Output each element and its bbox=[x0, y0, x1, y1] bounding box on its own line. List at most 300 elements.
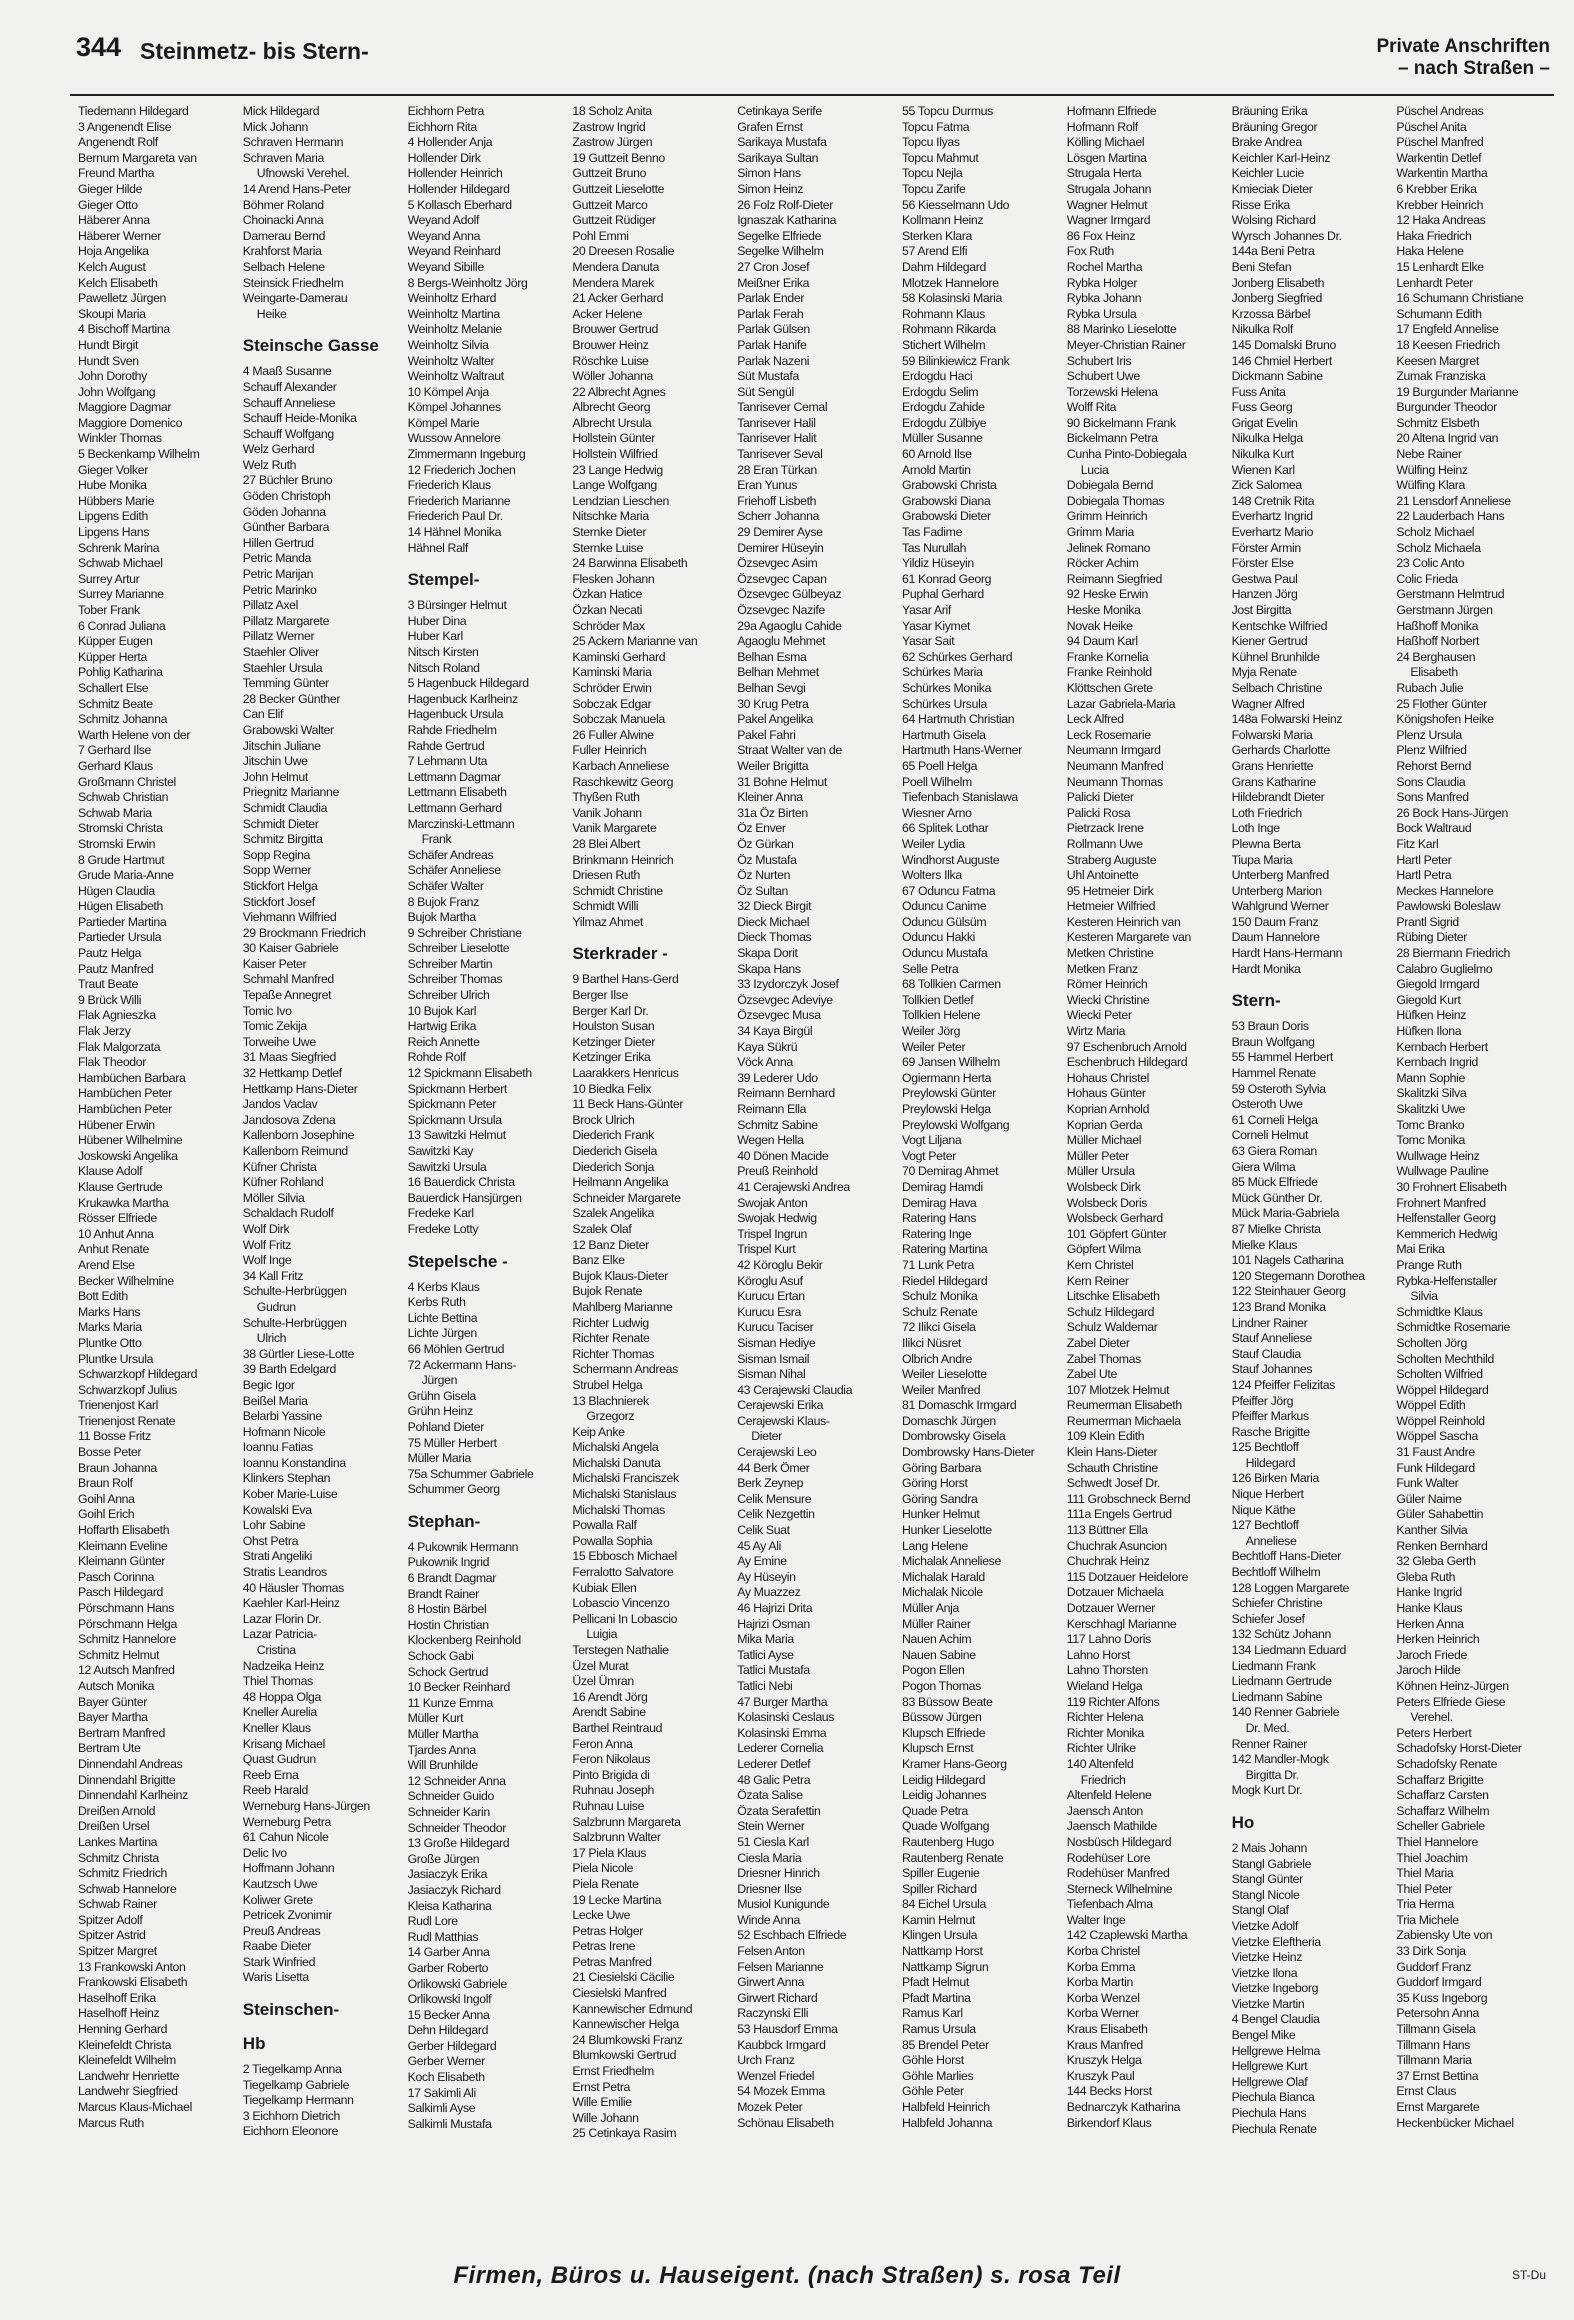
directory-entry: Bräuning Erika bbox=[1231, 104, 1308, 118]
directory-entry: Bayer Martha bbox=[78, 1710, 148, 1725]
directory-entry: 11 Beck Hans-Günter bbox=[572, 1097, 684, 1112]
directory-entry: 62 Schürkes Gerhard bbox=[902, 649, 1013, 664]
directory-entry: Förster Armin bbox=[1231, 540, 1301, 555]
directory-entry: Stichert Wilhelm bbox=[902, 337, 986, 352]
directory-entry: Schraven Maria bbox=[242, 150, 325, 165]
directory-entry: 69 Jansen Wilhelm bbox=[902, 1055, 1000, 1070]
directory-entry: Tomic Zekija bbox=[242, 1019, 307, 1034]
directory-entry: Mozek Peter bbox=[737, 2100, 803, 2114]
directory-entry: Luigia bbox=[586, 1627, 618, 1642]
directory-entry: Lahno Horst bbox=[1066, 1647, 1130, 1662]
directory-entry: 61 Cahun Nicole bbox=[242, 1830, 329, 1845]
directory-entry: Schwab Christian bbox=[78, 790, 169, 805]
directory-entry: Schmitz Helmut bbox=[78, 1647, 160, 1662]
directory-entry: Zimmermann Ingeburg bbox=[407, 447, 526, 462]
directory-entry: Kentschke Wilfried bbox=[1231, 618, 1328, 633]
directory-entry: Pakel Fahri bbox=[737, 727, 796, 742]
directory-entry: Tillmann Hans bbox=[1396, 2037, 1470, 2052]
directory-entry: 10 Anhut Anna bbox=[78, 1226, 154, 1241]
directory-entry: Orlikowski Ingolf bbox=[407, 1992, 492, 2007]
directory-entry: Lobascio Vincenzo bbox=[572, 1596, 670, 1611]
directory-entry: Vietzke Martin bbox=[1231, 1996, 1305, 2011]
directory-entry: Kubiak Ellen bbox=[572, 1580, 637, 1595]
directory-entry: Pillatz Margarete bbox=[242, 613, 330, 628]
directory-entry: Salkimli Ayse bbox=[407, 2101, 476, 2116]
directory-entry: Scholten Jörg bbox=[1396, 1335, 1468, 1350]
directory-entry: Bickelmann Petra bbox=[1066, 431, 1158, 446]
directory-entry: 140 Altenfeld bbox=[1066, 1756, 1134, 1771]
directory-entry: Schaldach Rudolf bbox=[242, 1206, 334, 1221]
directory-entry: Hambüchen Peter bbox=[78, 1102, 172, 1116]
directory-entry: Belarbi Yassine bbox=[242, 1409, 322, 1424]
directory-entry: Lösgen Martina bbox=[1066, 150, 1147, 165]
directory-entry: Hambüchen Barbara bbox=[78, 1070, 186, 1085]
directory-entry: 40 Dönen Macide bbox=[737, 1148, 829, 1163]
directory-entry: Welz Ruth bbox=[242, 457, 297, 472]
directory-entry: Richter Renate bbox=[572, 1331, 650, 1346]
directory-entry: Selbach Christine bbox=[1231, 680, 1323, 695]
directory-entry: Simon Hans bbox=[737, 166, 801, 181]
directory-entry: Landwehr Henriette bbox=[78, 2068, 180, 2083]
directory-entry: Schneider Margarete bbox=[572, 1190, 681, 1205]
directory-entry: Weingarte-Damerau bbox=[242, 291, 348, 306]
directory-entry: Guttzeit Lieselotte bbox=[572, 181, 665, 196]
section-title-line2: – nach Straßen – bbox=[1397, 58, 1550, 79]
directory-entry: Mogk Kurt Dr. bbox=[1231, 1783, 1303, 1798]
directory-entry: Lederer Cornelia bbox=[737, 1741, 824, 1756]
directory-entry: Oduncu Gülsüm bbox=[902, 914, 987, 929]
directory-entry: Chuchrak Asuncion bbox=[1066, 1538, 1167, 1553]
directory-entry: Grzegorz bbox=[586, 1409, 635, 1424]
directory-entry: Erdogdu Haci bbox=[902, 369, 973, 384]
directory-entry: Vanik Margarete bbox=[572, 821, 657, 836]
directory-entry: Scherr Johanna bbox=[737, 509, 820, 524]
directory-entry: Göden Christoph bbox=[242, 489, 331, 504]
directory-entry: Flesken Johann bbox=[572, 571, 655, 586]
directory-entry: Hardt Hans-Hermann bbox=[1231, 946, 1343, 961]
directory-entry: Scholz Michaela bbox=[1396, 540, 1481, 555]
directory-entry: Scholz Michael bbox=[1396, 525, 1475, 540]
directory-entry: 33 Dirk Sonja bbox=[1396, 1944, 1466, 1959]
directory-entry: Stangl Olaf bbox=[1231, 1903, 1289, 1918]
directory-entry: 5 Beckenkamp Wilhelm bbox=[78, 447, 200, 462]
directory-entry: Parlak Gülsen bbox=[737, 322, 810, 337]
directory-entry: Lichte Bettina bbox=[407, 1310, 478, 1325]
directory-entry: 87 Mielke Christa bbox=[1231, 1221, 1321, 1236]
directory-entry: Hajrizi Osman bbox=[737, 1616, 810, 1631]
directory-entry: Garber Roberto bbox=[407, 1960, 489, 1975]
directory-entry: Brock Ulrich bbox=[572, 1112, 635, 1127]
directory-entry: Dreißen Ursel bbox=[78, 1819, 150, 1834]
directory-entry: 22 Albrecht Agnes bbox=[572, 384, 666, 399]
directory-entry: Sterneck Wilhelmine bbox=[1066, 1881, 1173, 1896]
directory-entry: Petersohn Anna bbox=[1396, 2006, 1480, 2021]
directory-entry: 145 Domalski Bruno bbox=[1231, 337, 1337, 352]
directory-entry: Henning Gerhard bbox=[78, 2022, 168, 2037]
directory-entry: Marcus Klaus-Michael bbox=[78, 2100, 192, 2114]
directory-entry: Freund Martha bbox=[78, 166, 155, 181]
directory-entry: Schermann Andreas bbox=[572, 1362, 678, 1377]
directory-entry: Schock Gertrud bbox=[407, 1664, 489, 1679]
directory-entry: Müller Susanne bbox=[902, 431, 983, 446]
directory-entry: Hellgrewe Helma bbox=[1231, 2043, 1320, 2058]
directory-entry: Kneller Aurelia bbox=[242, 1705, 317, 1720]
directory-entry: 30 Frohnert Elisabeth bbox=[1396, 1179, 1507, 1194]
directory-entry: Raschkewitz Georg bbox=[572, 774, 674, 789]
directory-columns bbox=[78, 104, 1562, 2154]
directory-entry: Weinholtz Erhard bbox=[407, 291, 497, 306]
directory-entry: Fuss Georg bbox=[1231, 400, 1293, 415]
directory-entry: 68 Tollkien Carmen bbox=[902, 977, 1001, 992]
directory-entry: Thiel Peter bbox=[1396, 1881, 1453, 1896]
directory-entry: 48 Galic Petra bbox=[737, 1772, 811, 1787]
directory-entry: Göhle Peter bbox=[902, 2084, 964, 2099]
directory-entry: Strugala Herta bbox=[1066, 166, 1142, 181]
directory-entry: Salkimli Mustafa bbox=[407, 2116, 492, 2131]
directory-entry: Göring Horst bbox=[902, 1476, 968, 1491]
directory-entry: Köhnen Heinz-Jürgen bbox=[1396, 1678, 1509, 1693]
directory-entry: Jonberg Elisabeth bbox=[1231, 275, 1325, 290]
directory-entry: Urch Franz bbox=[737, 2053, 795, 2068]
directory-entry: Özsevgec Asim bbox=[737, 556, 818, 571]
directory-entry: Yasar Sait bbox=[902, 634, 955, 649]
directory-entry: Lipgens Edith bbox=[78, 509, 148, 524]
directory-entry: Vöck Anna bbox=[737, 1055, 793, 1070]
directory-entry: Zabiensky Ute von bbox=[1396, 1928, 1493, 1943]
directory-entry: Hofmann Elfriede bbox=[1066, 104, 1157, 118]
directory-entry: Grude Maria-Anne bbox=[78, 868, 174, 883]
section-title-line1: Private Anschriften bbox=[1376, 36, 1550, 57]
directory-entry: Lichte Jürgen bbox=[407, 1326, 477, 1341]
directory-entry: Müller Martha bbox=[407, 1727, 479, 1741]
directory-entry: 51 Ciesla Karl bbox=[737, 1834, 809, 1849]
directory-entry: Pukownik Ingrid bbox=[407, 1555, 490, 1570]
directory-entry: Dickmann Sabine bbox=[1231, 369, 1323, 384]
directory-entry: Hügen Elisabeth bbox=[78, 899, 163, 914]
directory-entry: 20 Altena Ingrid van bbox=[1396, 431, 1499, 446]
directory-entry: Lettmann Gerhard bbox=[407, 800, 502, 815]
directory-entry: Nitsch Kirsten bbox=[407, 645, 479, 659]
directory-entry: Göhle Marlies bbox=[902, 2068, 974, 2083]
directory-entry: Michalski Thomas bbox=[572, 1502, 665, 1517]
directory-entry: 43 Cerajewski Claudia bbox=[737, 1382, 853, 1397]
directory-entry: Büssow Jürgen bbox=[902, 1710, 982, 1725]
directory-entry: Koprian Gerda bbox=[1066, 1117, 1143, 1132]
directory-entry: Jürgen bbox=[421, 1373, 458, 1388]
directory-entry: Schreiber Thomas bbox=[407, 972, 503, 987]
directory-column-2 bbox=[243, 104, 401, 2154]
directory-entry: Weiler Brigitta bbox=[737, 758, 809, 773]
directory-entry: Belhan Sevgi bbox=[737, 680, 806, 695]
directory-entry: Schauff Heide-Monika bbox=[242, 411, 357, 426]
directory-entry: Keichler Karl-Heinz bbox=[1231, 150, 1331, 165]
directory-entry: 58 Kolasinski Maria bbox=[902, 291, 1002, 306]
directory-entry: Wülfing Klara bbox=[1396, 478, 1465, 493]
street-heading: Steinschen- bbox=[242, 2000, 340, 2020]
directory-entry: Wolf Dirk bbox=[242, 1221, 290, 1236]
directory-entry: Schmidt Willi bbox=[572, 899, 639, 914]
directory-entry: Barthel Reintraud bbox=[572, 1720, 663, 1735]
directory-entry: Rybka Johann bbox=[1066, 291, 1142, 306]
directory-entry: Jost Birgitta bbox=[1231, 603, 1292, 617]
directory-entry: Helfenstaller Georg bbox=[1396, 1211, 1496, 1226]
directory-entry: Koliwer Grete bbox=[242, 1892, 313, 1907]
directory-entry: Reumerman Michaela bbox=[1066, 1413, 1181, 1428]
directory-entry: Dieck Michael bbox=[737, 914, 810, 929]
directory-entry: Franke Kornelia bbox=[1066, 649, 1149, 664]
directory-entry: Albrecht Georg bbox=[572, 400, 651, 415]
directory-entry: Cunha Pinto-Dobiegala bbox=[1066, 447, 1187, 462]
directory-entry: Preylowski Wolfgang bbox=[902, 1117, 1010, 1132]
directory-entry: Trispel Kurt bbox=[737, 1242, 796, 1257]
directory-entry: Süt Sengül bbox=[737, 384, 794, 399]
directory-entry: 150 Daum Franz bbox=[1231, 914, 1319, 929]
directory-entry: Beißel Maria bbox=[242, 1393, 308, 1408]
directory-entry: Wussow Annelore bbox=[407, 431, 501, 446]
directory-entry: Kleinefeldt Christa bbox=[78, 2037, 172, 2052]
directory-entry: Vogt Peter bbox=[902, 1148, 956, 1163]
directory-entry: Hambüchen Peter bbox=[78, 1086, 172, 1101]
directory-entry: Parlak Hanife bbox=[737, 337, 807, 352]
directory-entry: Göring Sandra bbox=[902, 1491, 978, 1506]
directory-entry: Haßhoff Monika bbox=[1396, 618, 1479, 633]
directory-entry: Schwab Michael bbox=[78, 556, 163, 571]
directory-entry: Öz Enver bbox=[737, 821, 786, 836]
directory-entry: Petric Manda bbox=[242, 551, 312, 566]
directory-entry: Leidig Johannes bbox=[902, 1788, 987, 1803]
directory-entry: Flak Malgorzata bbox=[78, 1039, 161, 1054]
directory-entry: Petras Manfred bbox=[572, 1954, 652, 1969]
directory-entry: Püschel Andreas bbox=[1396, 104, 1484, 118]
directory-entry: Kaiser Peter bbox=[242, 956, 307, 971]
directory-entry: 24 Berghausen bbox=[1396, 649, 1476, 664]
directory-entry: Ay Emine bbox=[737, 1554, 787, 1569]
directory-entry: 16 Arendt Jörg bbox=[572, 1689, 648, 1704]
directory-entry: Strubel Helga bbox=[572, 1377, 643, 1392]
directory-entry: Orlikowski Gabriele bbox=[407, 1976, 507, 1991]
directory-entry: Bayer Günter bbox=[78, 1694, 147, 1709]
directory-entry: Özsevgec Musa bbox=[737, 1008, 821, 1023]
directory-entry: Oduncu Mustafa bbox=[902, 946, 988, 961]
directory-entry: Müller Kurt bbox=[407, 1711, 464, 1726]
directory-entry: Reimann Bernhard bbox=[737, 1086, 835, 1101]
directory-entry: Rubach Julie bbox=[1396, 680, 1464, 695]
directory-entry: Schallert Else bbox=[78, 680, 149, 695]
directory-entry: Landwehr Siegfried bbox=[78, 2084, 178, 2099]
directory-entry: Lahno Thorsten bbox=[1066, 1663, 1148, 1678]
directory-entry: Dinnendahl Karlheinz bbox=[78, 1788, 188, 1803]
directory-entry: Zastrow Jürgen bbox=[572, 135, 653, 150]
directory-entry: Metken Franz bbox=[1066, 961, 1138, 976]
directory-entry: Schumann Edith bbox=[1396, 306, 1482, 321]
directory-entry: Segelke Elfriede bbox=[737, 228, 822, 243]
directory-entry: Möller Silvia bbox=[242, 1190, 305, 1205]
directory-entry: Chuchrak Heinz bbox=[1066, 1554, 1150, 1569]
directory-entry: Kannewischer Edmund bbox=[572, 2001, 693, 2016]
directory-entry: Lettmann Dagmar bbox=[407, 769, 501, 784]
directory-entry: Bechtloff Wilhelm bbox=[1231, 1565, 1321, 1580]
directory-entry: Nauen Achim bbox=[902, 1632, 972, 1647]
directory-entry: Guttzeit Bruno bbox=[572, 166, 647, 181]
directory-entry: Schmidtke Rosemarie bbox=[1396, 1320, 1511, 1335]
directory-entry: Hartl Peter bbox=[1396, 852, 1452, 867]
directory-entry: Feron Anna bbox=[572, 1736, 633, 1751]
directory-entry: Hollender Hildegard bbox=[407, 181, 510, 196]
directory-entry: Lettmann Elisabeth bbox=[407, 785, 507, 800]
directory-entry: 6 Krebber Erika bbox=[1396, 181, 1477, 196]
directory-entry: 8 Bujok Franz bbox=[407, 894, 479, 909]
directory-entry: Pietrzack Irene bbox=[1066, 821, 1144, 836]
directory-entry: Wille Johann bbox=[572, 2110, 639, 2125]
directory-entry: Palicki Rosa bbox=[1066, 805, 1131, 820]
directory-entry: Müller Ursula bbox=[1066, 1164, 1135, 1179]
directory-entry: 29a Agaoglu Cahide bbox=[737, 618, 842, 633]
directory-entry: Hundt Birgit bbox=[78, 337, 139, 352]
directory-entry: Pautz Helga bbox=[78, 946, 142, 961]
directory-entry: Frankowski Elisabeth bbox=[78, 1975, 188, 1990]
directory-entry: 13 Sawitzki Helmut bbox=[407, 1128, 506, 1143]
directory-entry: Hollender Dirk bbox=[407, 150, 481, 165]
directory-entry: Vietzke Ilona bbox=[1231, 1965, 1298, 1980]
directory-entry: Winde Anna bbox=[737, 1912, 800, 1927]
directory-entry: Pörschmann Helga bbox=[78, 1616, 177, 1631]
directory-entry: 54 Mozek Emma bbox=[737, 2084, 825, 2099]
directory-entry: Lucia bbox=[1080, 462, 1109, 477]
directory-entry: Schaffarz Wilhelm bbox=[1396, 1803, 1490, 1818]
directory-entry: Kallenborn Reimund bbox=[242, 1144, 348, 1158]
directory-entry: Temming Günter bbox=[242, 676, 329, 691]
directory-entry: Friehoff Lisbeth bbox=[737, 493, 817, 508]
directory-entry: Tjardes Anna bbox=[407, 1742, 476, 1757]
directory-entry: Kmieciak Dieter bbox=[1231, 181, 1313, 196]
directory-entry: Tanrisever Halit bbox=[737, 431, 817, 446]
directory-entry: 122 Steinhauer Georg bbox=[1231, 1284, 1346, 1299]
directory-entry: Brake Andrea bbox=[1231, 135, 1302, 150]
directory-entry: Flak Theodor bbox=[78, 1055, 147, 1070]
directory-entry: Wullwage Heinz bbox=[1396, 1148, 1480, 1163]
directory-entry: Trispel Ingrun bbox=[737, 1226, 808, 1241]
directory-entry: Sobczak Edgar bbox=[572, 696, 652, 711]
directory-entry: 24 Barwinna Elisabeth bbox=[572, 556, 688, 571]
directory-entry: Schäfer Walter bbox=[407, 878, 484, 893]
directory-entry: Piela Renate bbox=[572, 1876, 639, 1891]
directory-entry: Ruhnau Joseph bbox=[572, 1783, 654, 1798]
directory-entry: Quast Gudrun bbox=[242, 1752, 316, 1767]
directory-entry: 66 Splitek Lothar bbox=[902, 821, 989, 836]
directory-entry: John Wolfgang bbox=[78, 384, 156, 399]
directory-entry: Giegold Irmgard bbox=[1396, 977, 1480, 992]
directory-entry: Peters Elfriede Giese bbox=[1396, 1694, 1506, 1709]
directory-entry: 113 Büttner Ella bbox=[1066, 1523, 1148, 1538]
directory-entry: Rochel Martha bbox=[1066, 259, 1143, 274]
directory-entry: Schmitz Christa bbox=[78, 1850, 159, 1865]
directory-entry: 22 Lauderbach Hans bbox=[1396, 509, 1505, 524]
directory-entry: 25 Ackern Marianne van bbox=[572, 634, 698, 649]
directory-entry: Pawlowski Boleslaw bbox=[1396, 899, 1501, 914]
directory-entry: Schmidt Christine bbox=[572, 883, 663, 898]
directory-entry: Driesner Hinrich bbox=[737, 1866, 820, 1881]
directory-entry: Cristina bbox=[256, 1643, 296, 1657]
directory-entry: 64 Hartmuth Christian bbox=[902, 712, 1015, 727]
directory-entry: Brandt Rainer bbox=[407, 1586, 479, 1601]
directory-entry: Beni Stefan bbox=[1231, 259, 1292, 274]
directory-entry: Hofmann Rolf bbox=[1066, 119, 1138, 134]
directory-entry: Yasar Kiymet bbox=[902, 618, 971, 633]
directory-entry: Driesen Ruth bbox=[572, 868, 640, 883]
directory-entry: Wöppel Hildegard bbox=[1396, 1382, 1489, 1397]
directory-entry: Nattkamp Sigrun bbox=[902, 1959, 989, 1974]
directory-entry: 67 Oduncu Fatma bbox=[902, 883, 996, 898]
directory-entry: 15 Becker Anna bbox=[407, 2007, 490, 2022]
directory-entry: Pinto Brigida di bbox=[572, 1767, 650, 1782]
directory-entry: Dobiegala Thomas bbox=[1066, 493, 1165, 508]
directory-entry: Kaminski Gerhard bbox=[572, 649, 666, 664]
directory-entry: Schadofsky Renate bbox=[1396, 1756, 1498, 1771]
directory-entry: Wieland Helga bbox=[1066, 1678, 1143, 1693]
directory-entry: 142 Mandler-Mogk bbox=[1231, 1752, 1329, 1767]
directory-entry: Kaehler Karl-Heinz bbox=[242, 1596, 340, 1611]
directory-entry: Zabel Dieter bbox=[1066, 1335, 1130, 1350]
directory-entry: Kurucu Ertan bbox=[737, 1289, 805, 1304]
directory-entry: Viehmann Wilfried bbox=[242, 910, 337, 925]
directory-entry: Gerber Werner bbox=[407, 2054, 485, 2069]
directory-entry: Thyßen Ruth bbox=[572, 790, 640, 805]
directory-entry: 45 Ay Ali bbox=[737, 1538, 781, 1553]
directory-column-5 bbox=[737, 104, 895, 2154]
directory-entry: Korba Martin bbox=[1066, 1975, 1133, 1990]
directory-entry: Dobiegala Bernd bbox=[1066, 478, 1154, 493]
directory-entry: Berger Ilse bbox=[572, 988, 629, 1003]
directory-entry: Hügen Claudia bbox=[78, 883, 155, 898]
directory-entry: 24 Blumkowski Franz bbox=[572, 2032, 683, 2047]
directory-entry: Goihl Anna bbox=[78, 1491, 135, 1506]
directory-entry: Scholten Wilfried bbox=[1396, 1367, 1483, 1382]
directory-entry: Fuller Heinrich bbox=[572, 743, 647, 758]
directory-entry: Kannewischer Helga bbox=[572, 2017, 679, 2032]
directory-entry: Celik Suat bbox=[737, 1523, 790, 1538]
directory-entry: Herken Anna bbox=[1396, 1616, 1464, 1631]
directory-entry: Renken Bernhard bbox=[1396, 1538, 1488, 1553]
directory-entry: Haselhoff Erika bbox=[78, 1990, 156, 2005]
directory-entry: Rautenberg Renate bbox=[902, 1850, 1004, 1865]
directory-entry: Straberg Auguste bbox=[1066, 852, 1157, 867]
directory-entry: Berger Karl Dr. bbox=[572, 1003, 649, 1018]
directory-entry: 71 Lunk Petra bbox=[902, 1257, 975, 1272]
directory-entry: Thiel Joachim bbox=[1396, 1850, 1468, 1865]
directory-entry: Püschel Manfred bbox=[1396, 135, 1484, 150]
directory-entry: Richter Monika bbox=[1066, 1725, 1144, 1740]
directory-entry: Everhartz Ingrid bbox=[1231, 509, 1313, 524]
directory-entry: Acker Helene bbox=[572, 306, 643, 321]
directory-entry: 32 Gleba Gerth bbox=[1396, 1554, 1476, 1569]
directory-entry: Wolf Fritz bbox=[242, 1237, 291, 1252]
directory-entry: Hostin Christian bbox=[407, 1617, 489, 1632]
directory-entry: 4 Maaß Susanne bbox=[242, 364, 332, 379]
directory-entry: Marks Maria bbox=[78, 1320, 142, 1335]
directory-entry: Schulz Hildegard bbox=[1066, 1304, 1155, 1319]
directory-entry: Tiefenbach Stanislawa bbox=[902, 790, 1018, 805]
directory-entry: Wiecki Peter bbox=[1066, 1008, 1132, 1023]
directory-entry: Haka Friedrich bbox=[1396, 228, 1472, 243]
directory-entry: Rybka Ursula bbox=[1066, 306, 1137, 321]
directory-entry: Klinkers Stephan bbox=[242, 1471, 331, 1486]
directory-entry: Schmitz Birgitta bbox=[242, 832, 323, 847]
directory-entry: Wöller Johanna bbox=[572, 369, 653, 384]
directory-entry: Kruszyk Helga bbox=[1066, 2053, 1142, 2068]
directory-entry: Maggiore Dagmar bbox=[78, 400, 172, 415]
directory-entry: Halbfeld Johanna bbox=[902, 2115, 993, 2130]
directory-entry: Göring Barbara bbox=[902, 1460, 982, 1475]
